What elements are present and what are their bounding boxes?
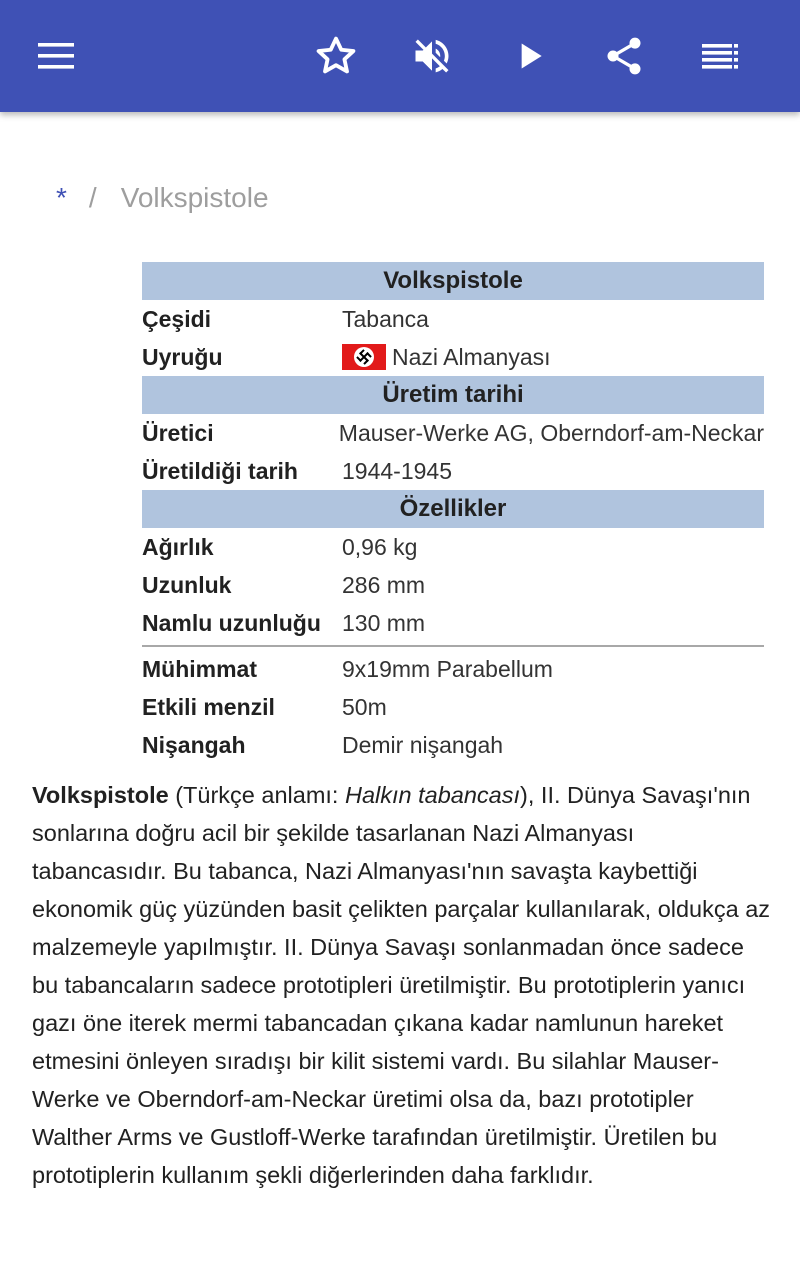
infobox-row <box>142 604 764 642</box>
article-intro: (Türkçe anlamı: <box>168 782 345 808</box>
infobox-section-specs: Özellikler <box>142 490 764 528</box>
infobox-label: Çeşidi <box>142 306 212 332</box>
infobox-label: Ağırlık <box>142 534 214 560</box>
play-icon <box>510 36 550 76</box>
infobox-label: Üretici <box>142 420 214 446</box>
breadcrumb-current: Volkspistole <box>120 182 269 213</box>
infobox-label: Uzunluk <box>142 572 232 598</box>
infobox-title: Volkspistole <box>142 262 764 300</box>
infobox-row <box>142 300 764 338</box>
infobox-value: 1944-1945 <box>342 458 452 484</box>
mute-button[interactable] <box>400 24 464 88</box>
infobox-row <box>142 650 764 688</box>
infobox-value: Demir nişangah <box>342 732 504 758</box>
article-paragraph <box>32 776 772 1194</box>
infobox-value <box>342 338 764 376</box>
infobox-row <box>142 452 764 490</box>
infobox <box>142 262 764 764</box>
infobox-label: Namlu uzunluğu <box>142 610 321 636</box>
volume-off-icon <box>410 34 454 78</box>
nationality-link[interactable]: Nazi Almanyası <box>392 344 551 370</box>
breadcrumb-separator: / <box>88 182 97 213</box>
article-title-term: Volkspistole <box>32 782 169 808</box>
breadcrumb-home-link[interactable]: * <box>56 182 67 213</box>
article-body <box>32 776 772 1194</box>
infobox-label: Nişangah <box>142 732 246 758</box>
infobox-label: Mühimmat <box>142 656 257 682</box>
infobox-value: Mauser-Werke AG, Oberndorf-am-Neckar <box>338 420 764 446</box>
menu-button[interactable] <box>24 24 88 88</box>
infobox-value: 286 mm <box>342 572 426 598</box>
infobox-value: 9x19mm Parabellum <box>342 656 553 682</box>
infobox-label: Etkili menzil <box>142 694 275 720</box>
infobox-row <box>142 338 764 376</box>
share-icon <box>602 34 646 78</box>
menu-icon <box>36 41 76 71</box>
favorite-button[interactable] <box>304 24 368 88</box>
infobox-row <box>142 528 764 566</box>
infobox-value: 130 mm <box>342 610 426 636</box>
breadcrumb <box>56 178 269 218</box>
article-meaning: Halkın tabancası <box>344 782 521 808</box>
infobox-row <box>142 414 764 452</box>
infobox-value: 50m <box>342 694 387 720</box>
play-button[interactable] <box>498 24 562 88</box>
infobox-label: Uyruğu <box>142 344 223 370</box>
infobox-row <box>142 688 764 726</box>
infobox-label: Üretildiği tarih <box>142 458 298 484</box>
infobox-row <box>142 726 764 764</box>
infobox-value: 0,96 kg <box>342 534 418 560</box>
article-text: ), II. Dünya Savaşı'nın sonlarına doğru acil bir şekilde tasarlanan Nazi Almanyası tabancasıdır. Bu tabanca, Nazi Almanyası'nın savaşta kaybettiği ekonomik güç yüzünden basit çelikten parçalar kullanılarak, oldukça az malzemeyle yapılmıştır. II. Dünya Savaşı sonlanmadan önce sadece bu tabancaların sadece prototipleri üretilmiştir. Bu prototiplerin yanıcı gazı öne iterek mermi tabancadan çıkana kadar namlunun hareket etmesini önleyen sıradışı bir kilit sistemi vardı. Bu silahlar Mauser-Werke ve Oberndorf-am-Neckar üretimi olsa da, bazı prototipler Walther Arms ve Gustloff-Werke tarafından üretilmiştir. Üretilen bu prototiplerin kullanım şekli diğerlerinden daha farklıdır. <box>32 782 771 1188</box>
infobox-divider <box>142 645 764 647</box>
playlist-icon <box>700 41 740 71</box>
infobox-section-production: Üretim tarihi <box>142 376 764 414</box>
app-bar <box>0 0 800 112</box>
share-button[interactable] <box>592 24 656 88</box>
playlist-button[interactable] <box>688 24 752 88</box>
star-outline-icon <box>314 34 358 78</box>
nazi-germany-flag-icon[interactable] <box>342 344 386 370</box>
infobox-value: Tabanca <box>342 306 429 332</box>
infobox-row <box>142 566 764 604</box>
